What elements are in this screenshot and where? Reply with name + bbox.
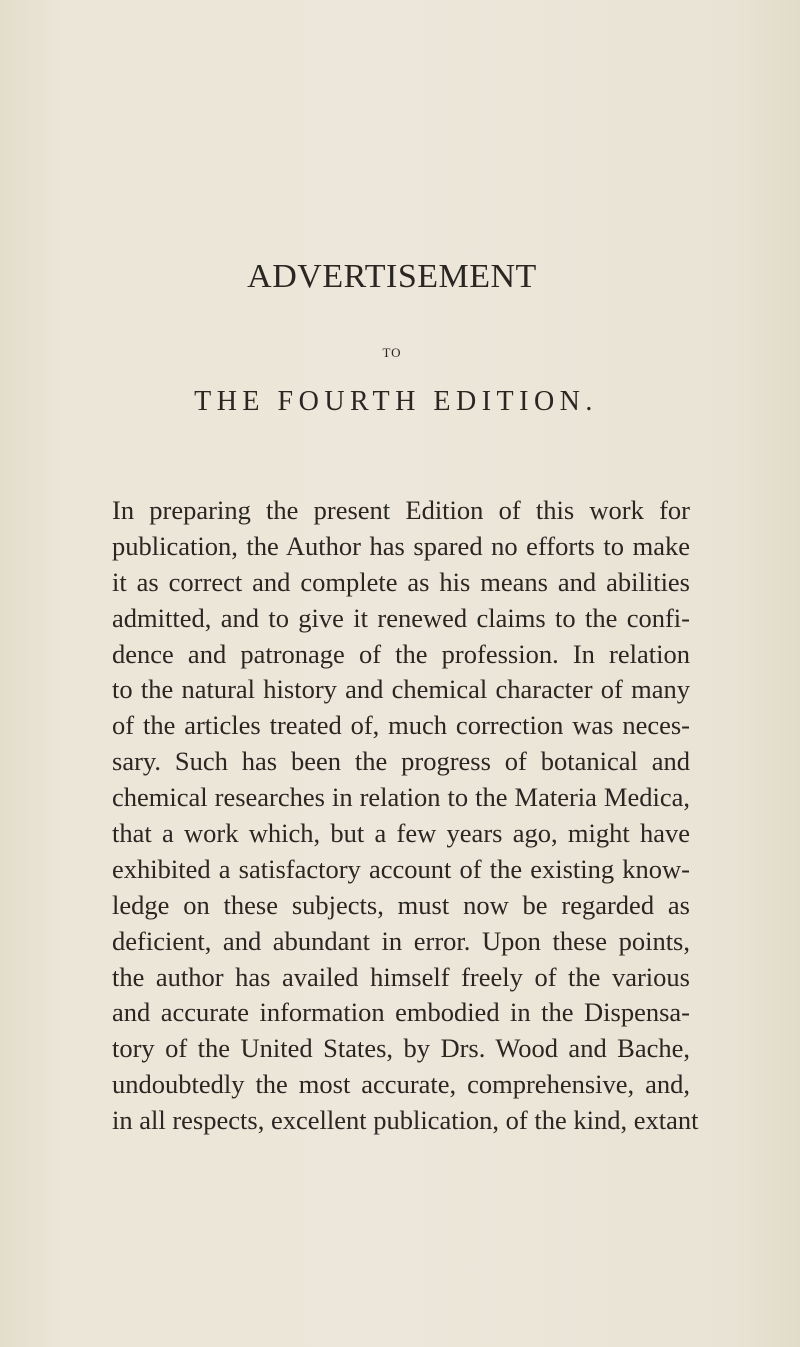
advertisement-paragraph bbox=[112, 493, 699, 1139]
text-line: tory of the United States, by Drs. Wood and Bache, bbox=[112, 1033, 690, 1064]
edition-subtitle: THE FOURTH EDITION. bbox=[194, 386, 598, 417]
text-line: admitted, and to give it renewed claims to the confi- bbox=[112, 602, 690, 633]
text-line: and accurate information embodied in the Dispensa- bbox=[112, 997, 690, 1028]
text-line: In preparing the present Edition of this work for bbox=[112, 495, 690, 525]
text-line: in all respects, excellent publication, of the kind, extant bbox=[112, 1105, 699, 1136]
text-line: of the articles treated of, much correction was neces- bbox=[112, 710, 690, 741]
text-line: deficient, and abundant in error. Upon these points, bbox=[112, 925, 690, 956]
text-line: publication, the Author has spared no efforts to make bbox=[112, 530, 690, 561]
text-line: sary. Such has been the progress of botanical and bbox=[112, 746, 690, 777]
text-line: ledge on these subjects, must now be regarded as bbox=[112, 889, 690, 920]
text-line: exhibited a satisfactory account of the existing know- bbox=[112, 853, 690, 884]
text-line: chemical researches in relation to the Materia Medica, bbox=[112, 782, 690, 813]
text-line: that a work which, but a few years ago, might have bbox=[112, 818, 690, 849]
page-title: ADVERTISEMENT bbox=[247, 258, 537, 295]
text-line: the author has availed himself freely of the various bbox=[112, 961, 690, 992]
text-line: dence and patronage of the profession. In relation bbox=[112, 638, 690, 669]
text-line: undoubtedly the most accurate, comprehensive, and, bbox=[112, 1069, 690, 1100]
title-connector: TO bbox=[382, 345, 402, 360]
text-line: to the natural history and chemical character of many bbox=[112, 674, 690, 705]
text-line: it as correct and complete as his means and abilities bbox=[112, 566, 690, 597]
